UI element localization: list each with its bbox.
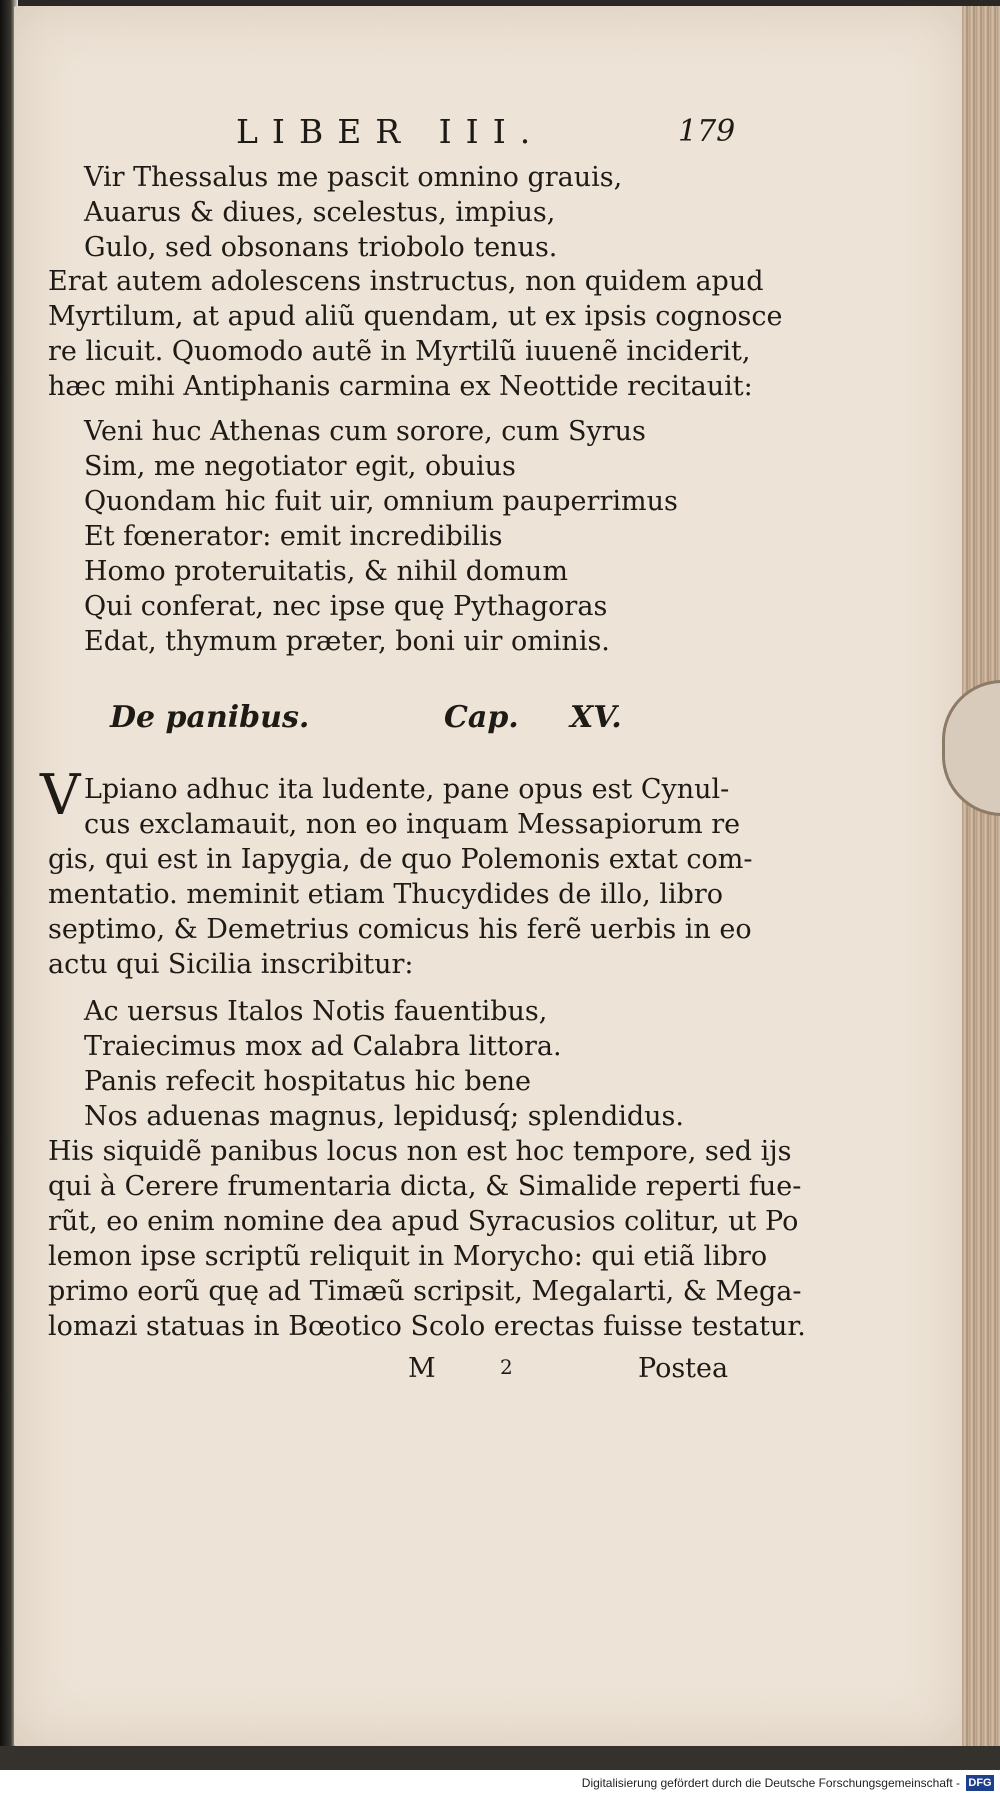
signature-number: 2 xyxy=(500,1355,513,1379)
catchword: Postea xyxy=(638,1353,729,1384)
prose-line: mentatio. meminit etiam Thucydides de illo, libro xyxy=(48,879,724,910)
verse-line: Nos aduenas magnus, lepidusq́; splendidus. xyxy=(84,1101,684,1132)
chapter-number: XV. xyxy=(570,700,622,735)
prose-block-2 xyxy=(48,842,753,982)
page-fore-edge xyxy=(962,6,1000,1756)
prose-line: Myrtilum, at apud aliũ quendam, ut ex ipsis cognosce xyxy=(48,301,783,332)
prose-line: qui à Cerere frumentaria dicta, & Simalide reperti fue- xyxy=(48,1171,802,1202)
prose-line: Erat autem adolescens instructus, non quidem apud xyxy=(48,266,764,297)
verse-block-1 xyxy=(84,160,622,265)
verse-line: Veni huc Athenas cum sorore, cum Syrus xyxy=(84,416,646,447)
prose-line: primo eorũ quę ad Timæũ scripsit, Megalarti, & Mega- xyxy=(48,1276,802,1307)
verse-line: Edat, thymum præter, boni uir ominis. xyxy=(84,626,610,657)
prose-line: lomazi statuas in Bœotico Scolo erectas fuisse testatur. xyxy=(48,1311,806,1342)
running-head: LIBER III. xyxy=(236,112,545,151)
verse-line: Et fœnerator: emit incredibilis xyxy=(84,521,503,552)
prose-line: re licuit. Quomodo autẽ in Myrtilũ iuuenẽ inciderit, xyxy=(48,336,751,367)
footer-bar xyxy=(0,1770,1000,1797)
prose-line: His siquidẽ panibus locus non est hoc tempore, sed ijs xyxy=(48,1136,792,1167)
verse-line: Vir Thessalus me pascit omnino grauis, xyxy=(84,162,623,193)
prose-block-1 xyxy=(48,264,783,404)
page-number: 179 xyxy=(678,114,736,149)
verse-line: Auarus & diues, scelestus, impius, xyxy=(84,197,556,228)
chapter-heading xyxy=(110,700,650,740)
prose-block-2-second xyxy=(84,807,740,842)
prose-block-3 xyxy=(48,1134,806,1344)
prose-line: septimo, & Demetrius comicus his ferẽ uerbis in eo xyxy=(48,914,752,945)
verse-line: Ac uersus Italos Notis fauentibus, xyxy=(84,996,548,1027)
verse-line: Qui conferat, nec ipse quę Pythagoras xyxy=(84,591,608,622)
verse-block-3 xyxy=(84,994,684,1134)
bottom-shadow-strip xyxy=(0,1746,1000,1770)
verse-line: Panis refecit hospitatus hic bene xyxy=(84,1066,531,1097)
prose-line: Lpiano adhuc ita ludente, pane opus est Cynul- xyxy=(84,774,730,805)
verse-block-2 xyxy=(84,414,678,659)
verse-line: Quondam hic fuit uir, omnium pauperrimus xyxy=(84,486,678,517)
prose-line: hæc mihi Antiphanis carmina ex Neottide recitauit: xyxy=(48,371,753,402)
prose-line: cus exclamauit, non eo inquam Messapiorum re xyxy=(84,809,741,840)
chapter-cap-label: Cap. xyxy=(444,700,519,735)
drop-cap: V xyxy=(40,763,81,828)
dfg-logo: DFG xyxy=(966,1775,994,1791)
prose-line: rũt, eo enim nomine dea apud Syracusios colitur, ut Po xyxy=(48,1206,799,1237)
signature-mark: M xyxy=(408,1353,436,1384)
verse-line: Traiecimus mox ad Calabra littora. xyxy=(84,1031,562,1062)
prose-block-2-opening xyxy=(84,772,729,807)
verse-line: Sim, me negotiator egit, obuius xyxy=(84,451,516,482)
chapter-title: De panibus. xyxy=(110,700,310,735)
prose-line: gis, qui est in Iapygia, de quo Polemonis extat com- xyxy=(48,844,753,875)
prose-line: actu qui Sicilia inscribitur: xyxy=(48,949,414,980)
verse-line: Homo proteruitatis, & nihil domum xyxy=(84,556,568,587)
verse-line: Gulo, sed obsonans triobolo tenus. xyxy=(84,232,558,263)
footer-credit: Digitalisierung gefördert durch die Deutsche Forschungsgemeinschaft - xyxy=(581,1776,960,1790)
prose-line: lemon ipse scriptũ reliquit in Morycho: qui etiã libro xyxy=(48,1241,768,1272)
